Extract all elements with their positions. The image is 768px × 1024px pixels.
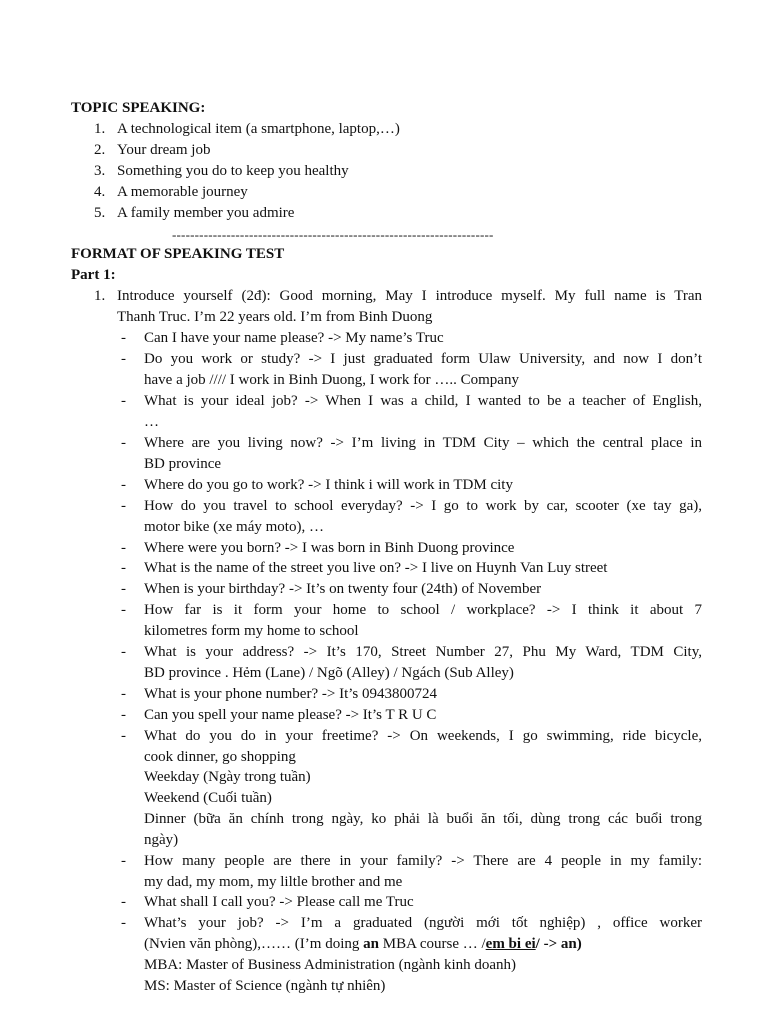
list-dash: -: [121, 853, 126, 869]
list-dash: -: [121, 477, 126, 493]
qa-line-underlined: em bi ei: [485, 936, 536, 952]
list-dash: -: [121, 581, 126, 597]
list-dash: -: [121, 686, 126, 702]
qa-line: What is your phone number? -> It’s 0943800724: [144, 686, 437, 702]
list-dash: -: [121, 330, 126, 346]
qa-line: Do you work or study? -> I just graduated form Ulaw University, and now I don’t: [144, 351, 702, 367]
list-dash: -: [121, 351, 126, 367]
topic-number: 5.: [94, 205, 106, 221]
qa-line: What is your address? -> It’s 170, Street Number 27, Phu My Ward, TDM City,: [144, 644, 702, 660]
qa-line: [144, 934, 582, 955]
topic-item: Something you do to keep you healthy: [117, 163, 349, 179]
qa-line: Where were you born? -> I was born in Binh Duong province: [144, 540, 515, 556]
qa-line: Can you spell your name please? -> It’s T R U C: [144, 707, 437, 723]
list-dash: -: [121, 435, 126, 451]
qa-line-part: MBA course … /: [378, 936, 486, 952]
list-dash: -: [121, 707, 126, 723]
topic-number: 3.: [94, 163, 106, 179]
part-heading: Part 1:: [71, 267, 116, 283]
qa-line: Dinner (bữa ăn chính trong ngày, ko phải là buổi ăn tối, dùng trong các buổi trong: [144, 811, 702, 827]
qa-line: have a job //// I work in Binh Duong, I work for ….. Company: [144, 372, 519, 388]
qa-line: ngày): [144, 832, 179, 848]
qa-line: BD province: [144, 456, 222, 472]
qa-line: motor bike (xe máy moto), …: [144, 519, 324, 535]
qa-line: What’s your job? -> I’m a graduated (người mới tốt nghiệp) , office worker: [144, 915, 702, 931]
qa-line-part: (Nvien văn phòng),…… (I’m doing: [144, 936, 364, 952]
qa-line: kilometres form my home to school: [144, 623, 359, 639]
list-dash: -: [121, 915, 126, 931]
qa-line: …: [144, 414, 159, 430]
topic-item: Your dream job: [117, 142, 211, 158]
qa-line: How far is it form your home to school / workplace? -> I think it about 7: [144, 602, 702, 618]
topic-item: A family member you admire: [117, 205, 295, 221]
list-dash: -: [121, 540, 126, 556]
intro-number: 1.: [94, 288, 106, 304]
list-dash: -: [121, 393, 126, 409]
qa-line: What do you do in your freetime? -> On weekends, I go swimming, ride bicycle,: [144, 728, 702, 744]
topic-number: 2.: [94, 142, 106, 158]
list-dash: -: [121, 644, 126, 660]
topic-item: A technological item (a smartphone, laptop,…): [117, 121, 400, 137]
qa-line: How many people are there in your family? -> There are 4 people in my family:: [144, 853, 702, 869]
qa-line-bold: an: [363, 936, 379, 952]
qa-line: BD province . Hẻm (Lane) / Ngõ (Alley) / Ngách (Sub Alley): [144, 665, 514, 681]
qa-line: When is your birthday? -> It’s on twenty four (24th) of November: [144, 581, 542, 597]
list-dash: -: [121, 602, 126, 618]
qa-line: Where do you go to work? -> I think i will work in TDM city: [144, 477, 513, 493]
topic-number: 4.: [94, 184, 106, 200]
separator-line: -----------------------------------------------------------------------: [172, 227, 494, 242]
qa-line: MS: Master of Science (ngành tự nhiên): [144, 978, 386, 994]
qa-line: Weekend (Cuối tuần): [144, 790, 272, 806]
format-heading: FORMAT OF SPEAKING TEST: [71, 246, 285, 262]
list-dash: -: [121, 894, 126, 910]
topic-item: A memorable journey: [117, 184, 248, 200]
list-dash: -: [121, 560, 126, 576]
qa-line-bold: / -> an): [535, 936, 582, 952]
qa-line: my dad, my mom, my liltle brother and me: [144, 874, 403, 890]
topic-heading: TOPIC SPEAKING:: [71, 100, 206, 116]
qa-line: cook dinner, go shopping: [144, 749, 296, 765]
qa-line: What is the name of the street you live on? -> I live on Huynh Van Luy street: [144, 560, 608, 576]
qa-line: How do you travel to school everyday? -> I go to work by car, scooter (xe tay ga),: [144, 498, 702, 514]
qa-line: What shall I call you? -> Please call me Truc: [144, 894, 414, 910]
qa-line: What is your ideal job? -> When I was a child, I wanted to be a teacher of English,: [144, 393, 702, 409]
intro-line: Introduce yourself (2đ): Good morning, May I introduce myself. My full name is Tran: [117, 288, 702, 304]
qa-line: MBA: Master of Business Administration (ngành kinh doanh): [144, 957, 517, 973]
list-dash: -: [121, 728, 126, 744]
intro-line: Thanh Truc. I’m 22 years old. I’m from Binh Duong: [117, 309, 433, 325]
topic-number: 1.: [94, 121, 106, 137]
qa-line: Weekday (Ngày trong tuần): [144, 769, 311, 785]
qa-line: Where are you living now? -> I’m living in TDM City – which the central place in: [144, 435, 702, 451]
list-dash: -: [121, 498, 126, 514]
qa-line: Can I have your name please? -> My name’s Truc: [144, 330, 444, 346]
